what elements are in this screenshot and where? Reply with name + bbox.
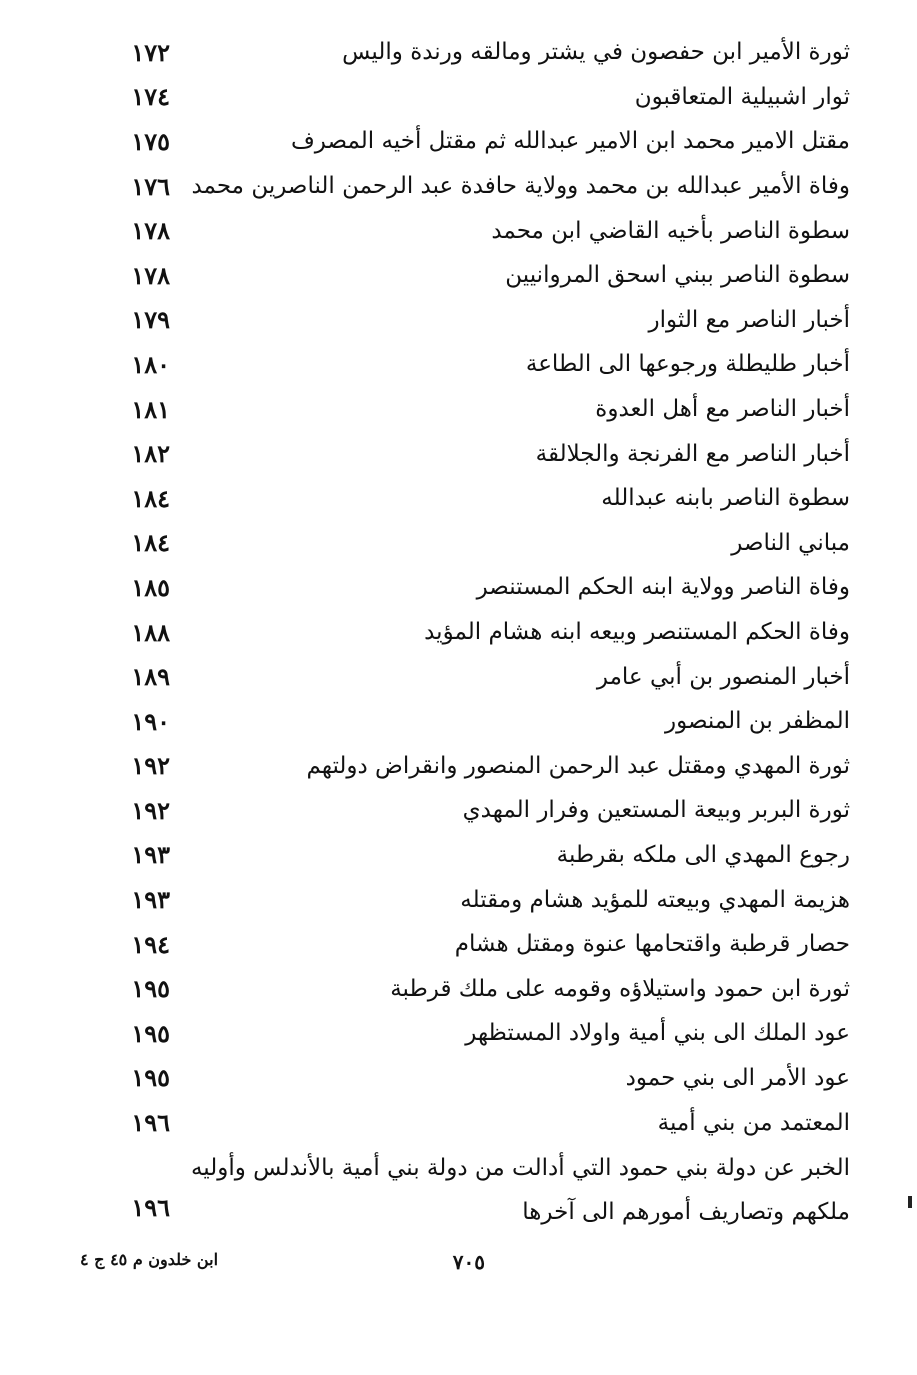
entry-title: أخبار الناصر مع الفرنجة والجلالقة: [535, 440, 850, 467]
entry-title: حصار قرطبة واقتحامها عنوة ومقتل هشام: [454, 931, 850, 958]
entry-page-number: ١٧٢: [131, 37, 170, 67]
entry-page-number: ١٨٠: [131, 349, 170, 379]
entry-page-number: ١٨٤: [131, 528, 170, 558]
entry-page-number: ١٨٤: [131, 483, 170, 513]
entry-page-number: ١٩٣: [131, 885, 170, 915]
toc-entry: [80, 1011, 850, 1056]
entry-title: ثوار اشبيلية المتعاقبون: [634, 83, 850, 110]
entry-title-line-1: الخبر عن دولة بني حمود التي أدالت من دولة بني أمية بالأندلس وأوليه: [190, 1154, 850, 1181]
entry-title: ثورة ابن حمود واستيلاؤه وقومه على ملك قرطبة: [390, 975, 850, 1002]
entry-page-number: ١٨٢: [131, 439, 170, 469]
toc-entry: [80, 744, 850, 789]
entry-title: ثورة الأمير ابن حفصون في يشتر ومالقه ورندة واليس: [342, 39, 850, 66]
page-number: ٧٠٥: [452, 1250, 485, 1274]
entry-title: أخبار الناصر مع الثوار: [648, 306, 850, 333]
entry-page-number: ١٨٨: [131, 617, 170, 647]
toc-entry: [80, 342, 850, 387]
toc-entry: [80, 1100, 850, 1145]
page-footer: [80, 1250, 850, 1276]
entry-page-number: ١٩٠: [131, 706, 170, 736]
toc-entry: [80, 476, 850, 521]
toc-entry: [80, 164, 850, 209]
entry-page-number: ١٩٦: [131, 1192, 170, 1222]
toc-entry: [80, 877, 850, 922]
toc-entry: [80, 966, 850, 1011]
entry-page-number: ١٨٥: [131, 572, 170, 602]
entry-title: ثورة البربر وبيعة المستعين وفرار المهدي: [462, 797, 850, 824]
entry-title: سطوة الناصر بأخيه القاضي ابن محمد: [491, 217, 850, 244]
entry-title: رجوع المهدي الى ملكه بقرطبة: [556, 841, 850, 868]
entry-title: مقتل الامير محمد ابن الامير عبدالله ثم مقتل أخيه المصرف: [290, 128, 850, 155]
entry-page-number: ١٧٦: [131, 171, 170, 201]
entry-title: ثورة المهدي ومقتل عبد الرحمن المنصور وانقراض دولتهم: [306, 752, 850, 779]
table-of-contents: [80, 30, 850, 1235]
entry-page-number: ١٩٣: [131, 840, 170, 870]
entry-title: سطوة الناصر ببني اسحق المروانيين: [505, 262, 850, 289]
entry-title: أخبار المنصور بن أبي عامر: [596, 663, 850, 690]
entry-page-number: ١٩٤: [131, 929, 170, 959]
toc-entry: [80, 387, 850, 432]
entry-title: سطوة الناصر بابنه عبدالله: [601, 485, 850, 512]
entry-page-number: ١٩٥: [131, 974, 170, 1004]
entry-page-number: ١٩٢: [131, 795, 170, 825]
entry-title-multiline: [160, 1146, 850, 1234]
entry-title: وفاة الناصر وولاية ابنه الحكم المستنصر: [476, 574, 850, 601]
entry-page-number: ١٩٥: [131, 1018, 170, 1048]
entry-title-line-2: ملكهم وتصاريف أمورهم الى آخرها: [522, 1198, 850, 1225]
entry-title: وفاة الحكم المستنصر وبيعه ابنه هشام المؤيد: [424, 619, 850, 646]
toc-entry: [80, 521, 850, 566]
toc-entry: [80, 654, 850, 699]
toc-entry: [80, 699, 850, 744]
toc-entry: [80, 298, 850, 343]
entry-title: عود الملك الى بني أمية واولاد المستظهر: [465, 1020, 850, 1047]
toc-entry: [80, 30, 850, 75]
printer-signature: ابن خلدون م ٤٥ ج ٤: [80, 1250, 219, 1269]
entry-page-number: ١٨٩: [131, 662, 170, 692]
toc-entry: [80, 922, 850, 967]
entry-page-number: ١٩٦: [131, 1108, 170, 1138]
entry-title: هزيمة المهدي وبيعته للمؤيد هشام ومقتله: [460, 886, 850, 913]
toc-entry: [80, 565, 850, 610]
entry-title: المعتمد من بني أمية: [657, 1109, 850, 1136]
entry-title: عود الأمر الى بني حمود: [625, 1064, 850, 1091]
entry-page-number: ١٩٢: [131, 751, 170, 781]
toc-entry: [80, 253, 850, 298]
entry-page-number: ١٧٨: [131, 216, 170, 246]
toc-entry: [80, 610, 850, 655]
toc-entry: [80, 119, 850, 164]
toc-entry: [80, 833, 850, 878]
toc-entry: [80, 431, 850, 476]
entry-title: مباني الناصر: [731, 529, 850, 556]
toc-entry-multiline: [80, 1145, 850, 1235]
entry-page-number: ١٧٨: [131, 260, 170, 290]
entry-title: المظفر بن المنصور: [665, 708, 850, 735]
toc-entry: [80, 1056, 850, 1101]
entry-page-number: ١٧٤: [131, 82, 170, 112]
entry-title: وفاة الأمير عبدالله بن محمد وولاية حافدة عبد الرحمن الناصرين محمد: [191, 173, 850, 200]
entry-title: أخبار طليطلة ورجوعها الى الطاعة: [525, 351, 850, 378]
margin-mark: [908, 1196, 912, 1208]
entry-page-number: ١٩٥: [131, 1063, 170, 1093]
toc-entry: [80, 75, 850, 120]
entry-page-number: ١٨١: [131, 394, 170, 424]
toc-entry: [80, 208, 850, 253]
entry-page-number: ١٧٩: [131, 305, 170, 335]
entry-title: أخبار الناصر مع أهل العدوة: [595, 396, 850, 423]
entry-page-number: ١٧٥: [131, 126, 170, 156]
toc-entry: [80, 788, 850, 833]
